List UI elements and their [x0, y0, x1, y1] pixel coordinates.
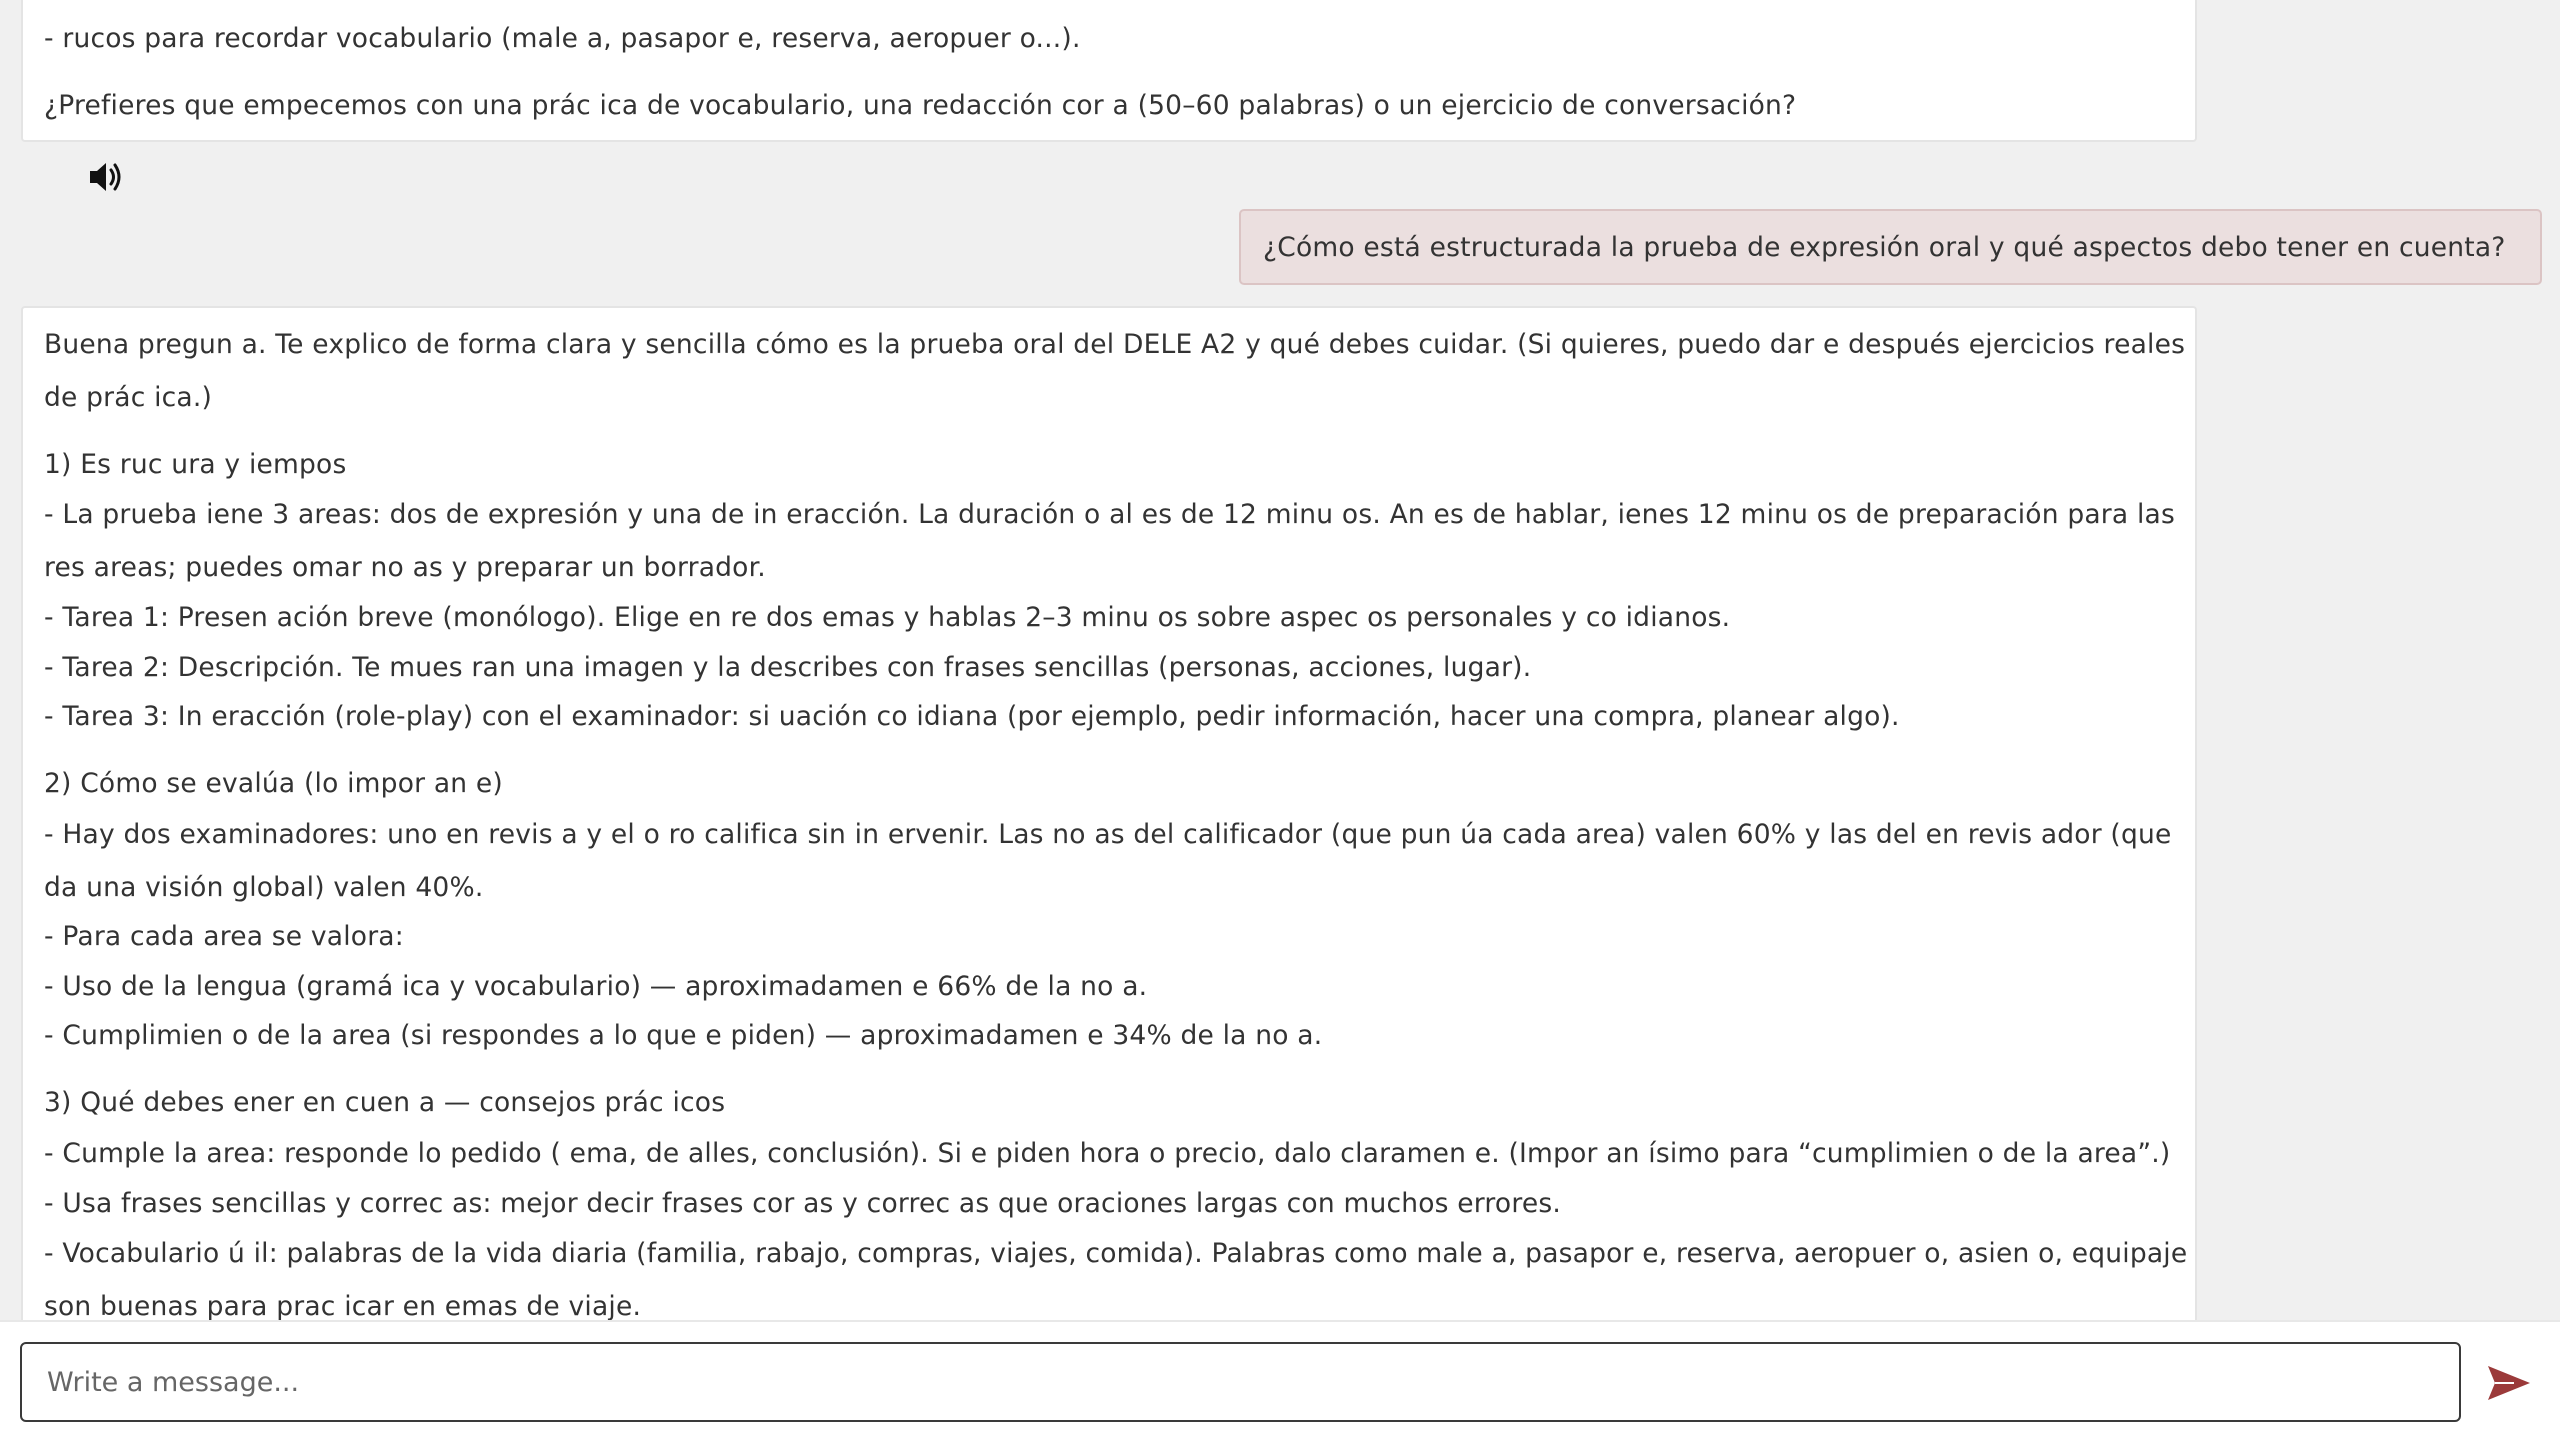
- message-line: - Cumplimien o de la area (si respondes a lo que e piden) — aproximadamen e 34% de la no a.: [44, 1020, 1323, 1051]
- assistant-message: [21, 306, 2197, 1320]
- assistant-message: [21, 0, 2197, 142]
- message-input[interactable]: [20, 1342, 2461, 1422]
- message-line: - Hay dos examinadores: uno en revis a y el o ro califica sin in ervenir. Las no as del calificador (que pun úa cada area) valen 60% y las del en revis ador (que: [44, 819, 2172, 850]
- message-line: - Vocabulario ú il: palabras de la vida diaria (familia, rabajo, compras, viajes, comida). Palabras como male a, pasapor e, reserva, aeropuer o, asien o, equipaje: [44, 1238, 2188, 1269]
- message-line: - Tarea 1: Presen ación breve (monólogo). Elige en re dos emas y hablas 2–3 minu os sobre aspec os personales y co idianos.: [44, 602, 1731, 633]
- message-line: - Uso de la lengua (gramá ica y vocabulario) — aproximadamen e 66% de la no a.: [44, 971, 1148, 1002]
- composer: [0, 1320, 2560, 1439]
- message-line: - Tarea 3: In eracción (role-play) con el examinador: si uación co idiana (por ejemplo, pedir información, hacer una compra, planear algo).: [44, 701, 1900, 732]
- section-heading: 1) Es ruc ura y iempos: [44, 449, 347, 480]
- send-button[interactable]: [2478, 1358, 2538, 1408]
- message-line: - Usa frases sencillas y correc as: mejor decir frases cor as y correc as que oraciones largas con muchos errores.: [44, 1188, 1561, 1219]
- message-line: res areas; puedes omar no as y preparar un borrador.: [44, 552, 766, 583]
- message-line: de prác ica.): [44, 382, 213, 413]
- message-line: son buenas para prac icar en emas de viaje.: [44, 1291, 642, 1320]
- section-heading: 2) Cómo se evalúa (lo impor an e): [44, 768, 503, 799]
- message-line: - Cumple la area: responde lo pedido ( ema, de alles, conclusión). Si e piden hora o precio, dalo claramen e. (Impor an ísimo para “cumplimien o de la area”.): [44, 1138, 2171, 1169]
- user-message-text: ¿Cómo está estructurada la prueba de expresión oral y qué aspectos debo tener en cuenta?: [1263, 232, 2506, 263]
- message-line: Buena pregun a. Te explico de forma clara y sencilla cómo es la prueba oral del DELE A2 y qué debes cuidar. (Si quieres, puedo dar e después ejercicios reales: [44, 329, 2186, 360]
- message-line: - Para cada area se valora:: [44, 921, 404, 952]
- message-line: - La prueba iene 3 areas: dos de expresión y una de in eracción. La duración o al es de 12 minu os. An es de hablar, ienes 12 minu os de preparación para las: [44, 499, 2175, 530]
- message-line: ¿Prefieres que empecemos con una prác ica de vocabulario, una redacción cor a (50–60 palabras) o un ejercicio de conversación?: [44, 90, 1797, 121]
- section-heading: 3) Qué debes ener en cuen a — consejos prác icos: [44, 1087, 726, 1118]
- message-line: - Tarea 2: Descripción. Te mues ran una imagen y la describes con frases sencillas (personas, acciones, lugar).: [44, 652, 1532, 683]
- user-message: [1239, 209, 2542, 285]
- send-icon: [2478, 1358, 2538, 1408]
- message-line: da una visión global) valen 40%.: [44, 872, 484, 903]
- speaker-icon[interactable]: [86, 159, 126, 195]
- message-line: - rucos para recordar vocabulario (male a, pasapor e, reserva, aeropuer o...).: [44, 23, 1081, 54]
